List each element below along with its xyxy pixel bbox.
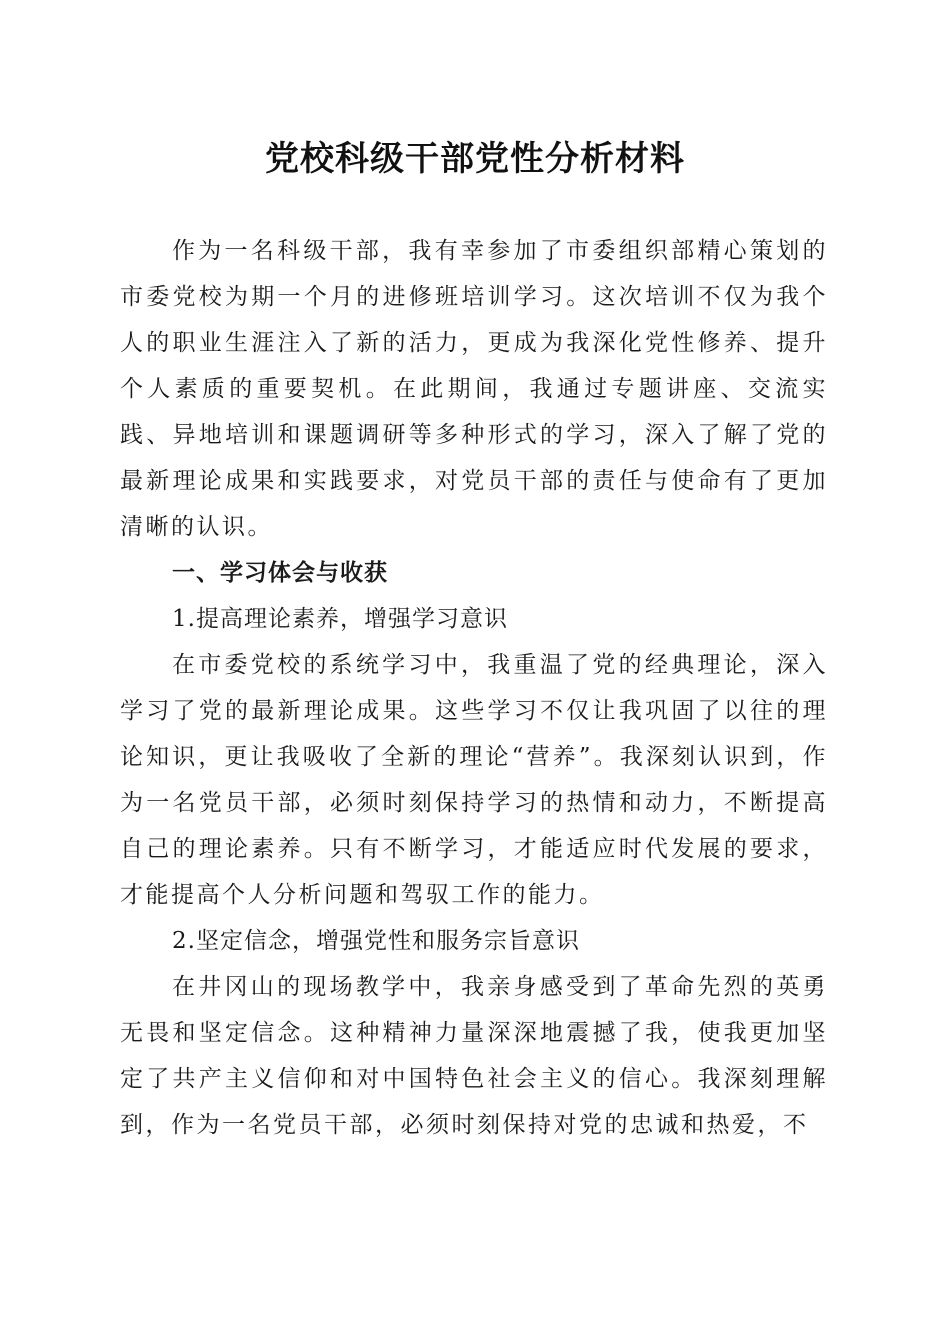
document-title: 党校科级干部党性分析材料: [265, 139, 685, 179]
subsection-paragraph-2: 在井冈山的现场教学中，我亲身感受到了革命先烈的英勇无畏和坚定信念。这种精神力量深深地震撼了我，使我更加坚定了共产主义信仰和对中国特色社会主义的信心。我深刻理解到，作为一名党员干部，必须时刻保持对党的忠诚和热爱，不: [120, 974, 828, 1138]
intro-paragraph: 作为一名科级干部，我有幸参加了市委组织部精心策划的市委党校为期一个月的进修班培训学习。这次培训不仅为我个人的职业生涯注入了新的活力，更成为我深化党性修养、提升个人素质的重要契机。在此期间，我通过专题讲座、交流实践、异地培训和课题调研等多种形式的学习，深入了解了党的最新理论成果和实践要求，对党员干部的责任与使命有了更加清晰的认识。: [120, 238, 828, 540]
document-body: [120, 228, 828, 1148]
section-heading: 一、学习体会与收获: [172, 560, 388, 586]
subsection-heading-2: 2.坚定信念，增强党性和服务宗旨意识: [172, 928, 580, 954]
subsection-paragraph-1: 在市委党校的系统学习中，我重温了党的经典理论，深入学习了党的最新理论成果。这些学习不仅让我巩固了以往的理论知识，更让我吸收了全新的理论“营养”。我深刻认识到，作为一名党员干部，必须时刻保持学习的热情和动力，不断提高自己的理论素养。只有不断学习，才能适应时代发展的要求，才能提高个人分析问题和驾驭工作的能力。: [120, 652, 828, 908]
subsection-heading-1: 1.提高理论素养，增强学习意识: [172, 606, 508, 632]
